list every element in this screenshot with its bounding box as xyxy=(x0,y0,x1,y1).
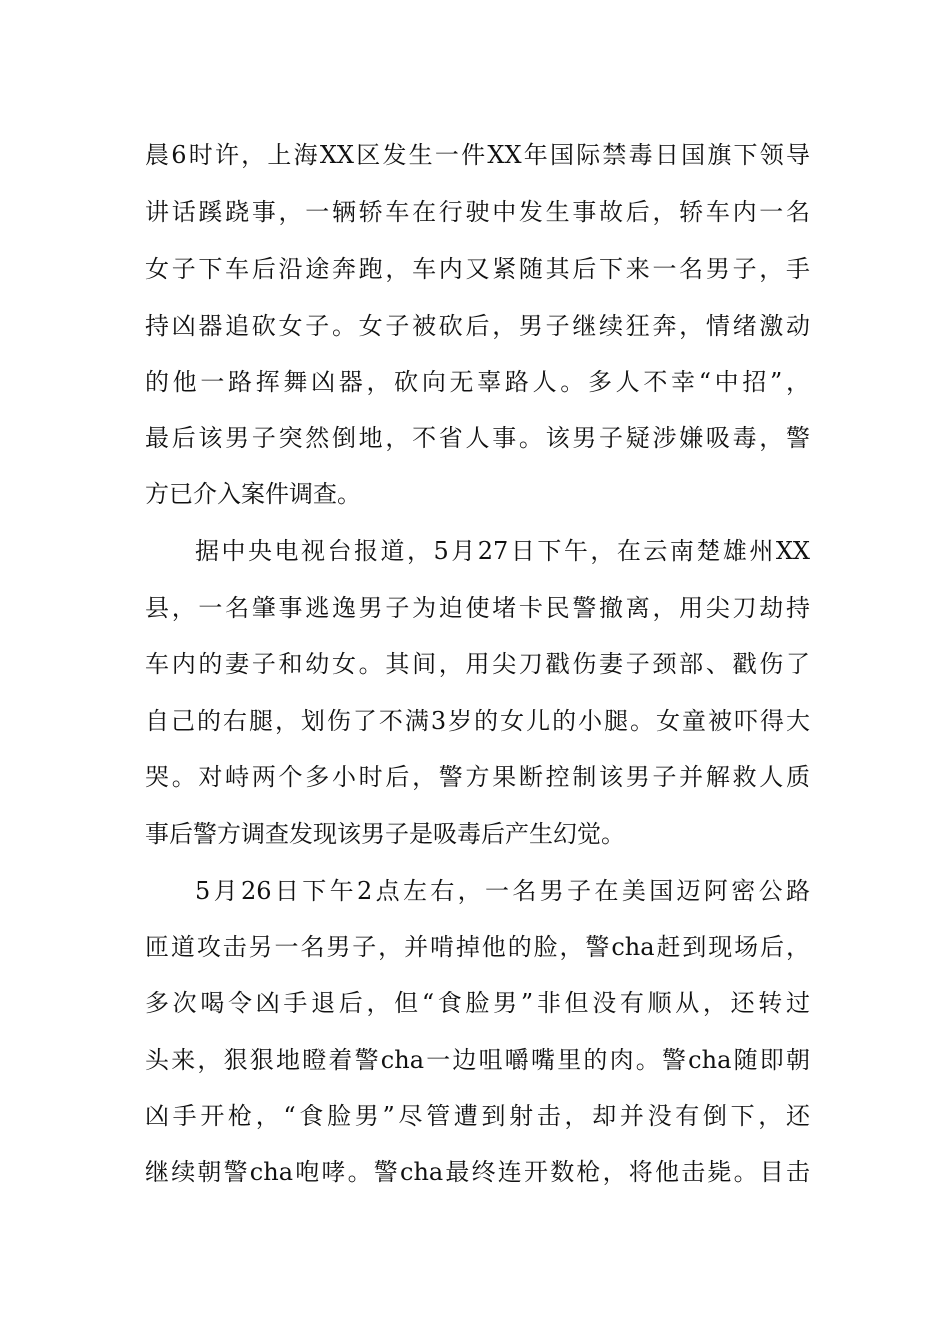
text-line: 县，一名肇事逃逸男子为迫使堵卡民警撤离，用尖刀劫持 xyxy=(145,594,810,622)
text-line: 头来，狠狠地瞪着警cha一边咀嚼嘴里的肉。警cha随即朝 xyxy=(145,1046,810,1074)
text-line: 据中央电视台报道，5月27日下午，在云南楚雄州XX xyxy=(195,537,810,565)
text-line: 女子下车后沿途奔跑，车内又紧随其后下来一名男子，手 xyxy=(145,255,810,283)
text-line: 匝道攻击另一名男子，并啃掉他的脸，警cha赶到现场后， xyxy=(145,933,810,961)
text-line: 方已介入案件调查。 xyxy=(145,480,361,508)
text-line: 哭。对峙两个多小时后，警方果断控制该男子并解救人质 xyxy=(145,763,810,791)
text-line: 多次喝令凶手退后，但“食脸男”非但没有顺从，还转过 xyxy=(145,989,810,1017)
text-line: 持凶器追砍女子。女子被砍后，男子继续狂奔，情绪激动 xyxy=(145,312,810,340)
text-line: 车内的妻子和幼女。其间，用尖刀戳伤妻子颈部、戳伤了 xyxy=(145,650,810,678)
text-line: 5月26日下午2点左右，一名男子在美国迈阿密公路 xyxy=(195,877,810,905)
text-line: 的他一路挥舞凶器，砍向无辜路人。多人不幸“中招”， xyxy=(145,368,810,396)
text-line: 晨6时许，上海XX区发生一件XX年国际禁毒日国旗下领导 xyxy=(145,141,810,169)
text-line: 继续朝警cha咆哮。警cha最终连开数枪，将他击毙。目击 xyxy=(145,1158,810,1186)
text-line: 凶手开枪，“食脸男”尽管遭到射击，却并没有倒下，还 xyxy=(145,1102,810,1130)
text-line: 最后该男子突然倒地，不省人事。该男子疑涉嫌吸毒，警 xyxy=(145,424,810,452)
text-line: 自己的右腿，划伤了不满3岁的女儿的小腿。女童被吓得大 xyxy=(145,707,810,735)
text-line: 事后警方调查发现该男子是吸毒后产生幻觉。 xyxy=(145,820,625,848)
text-line: 讲话蹊跷事，一辆轿车在行驶中发生事故后，轿车内一名 xyxy=(145,198,810,226)
